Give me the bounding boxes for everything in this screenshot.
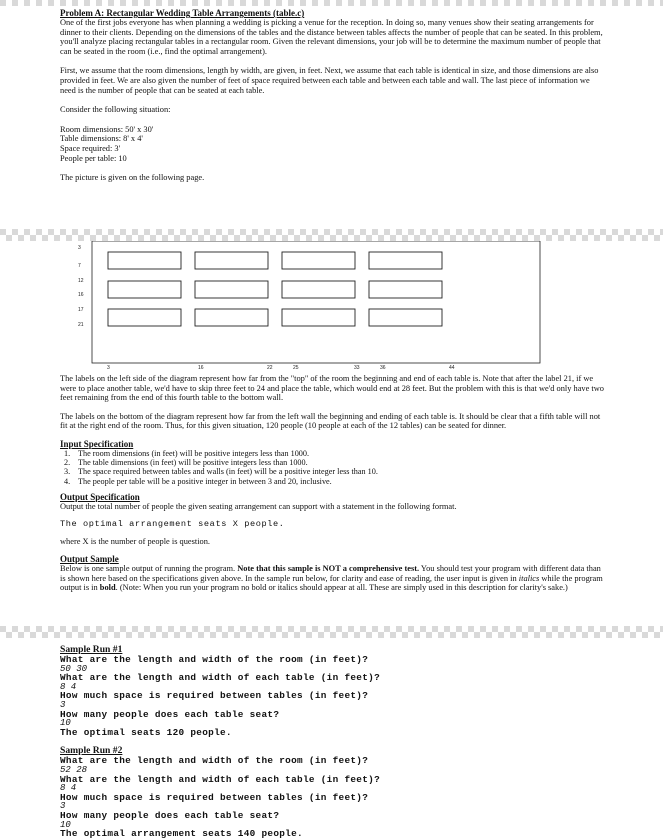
problem-title: Problem A: Rectangular Wedding Table Arrangements (table.c) [60, 8, 305, 18]
table-rect-r0c3 [369, 252, 442, 269]
prompt-line: What are the length and width of the room (in feet)? [60, 755, 369, 767]
user-input: 3 [60, 699, 66, 710]
sample-run-heading: Sample Run #1 [60, 644, 123, 655]
sample-run-1 [60, 645, 606, 737]
prompt-line: How much space is required between tables (in feet)? [60, 690, 369, 702]
output-format: The optimal arrangement seats X people. [60, 519, 285, 530]
checker-strip-2 [0, 626, 663, 638]
y-axis-labels [78, 245, 84, 328]
user-input: 3 [60, 801, 66, 812]
sample-run-heading: Sample Run #2 [60, 745, 123, 757]
user-input: 8 4 [60, 681, 77, 692]
situation-people: People per table: 10 [60, 153, 127, 163]
table-rect-r0c0 [108, 252, 181, 269]
y-label-21: 21 [78, 322, 84, 328]
page-three [0, 638, 663, 840]
page-one [0, 6, 663, 228]
prompt-line: How much space is required between tables (in feet)? [60, 791, 369, 803]
prompt-line: How many people does each table seat? [60, 809, 280, 821]
table-rect-r1c3 [369, 281, 442, 298]
list-item: 4. The people per table will be a positive integer in between 3 and 20, inclusive. [64, 476, 332, 486]
table-rect-r2c1 [195, 309, 268, 326]
table-rect-r0c2 [282, 252, 355, 269]
assumptions-paragraph: First, we assume that the room dimensions, length by width, are given, in feet. Next, we assume that each table is identical in size, and those dimensions are also provided in feet. We are also given the number of feet of space required between each table and between each table and wall. The last piece of information we need is the number of people that can be seated at each table. [60, 66, 599, 95]
x-label-3: 3 [107, 365, 110, 371]
x-label-16: 16 [198, 365, 204, 371]
situation-room: Room dimensions: 50' x 30' [60, 124, 154, 134]
sample-run-2 [60, 746, 606, 838]
list-item: 2. The table dimensions (in feet) will be positive integers less than 1000. [64, 458, 308, 468]
x-label-33: 33 [354, 365, 360, 371]
user-input: 10 [60, 819, 71, 830]
prompt-line: What are the length and width of each table (in feet)? [60, 672, 380, 684]
prompt-line: What are the length and width of each table (in feet)? [60, 773, 380, 785]
situation-table: Table dimensions: 8' x 4' [60, 134, 143, 144]
table-rect-r1c2 [282, 281, 355, 298]
prompt-line: How many people does each table seat? [60, 708, 280, 720]
diagram-tables [108, 252, 442, 326]
output-spec-text: Output the total number of people the given seating arrangement can support with a statement in the following format. [60, 501, 457, 511]
output-where: where X is the number of people is question. [60, 537, 211, 547]
room-outline [92, 241, 540, 363]
consider-text: Consider the following situation: [60, 105, 171, 115]
left-labels-explanation: The labels on the left side of the diagram represent how far from the "top" of the room the beginning and end of each table is. Note that after the label 21, if we were to place another table, we'd have to skip three feet to 24 and place the table, which would end at 28 feet. But the problem with this is that we'd only have two feet remaining from the end of this fourth table to the bottom wall. [60, 374, 604, 403]
room-diagram [0, 241, 663, 371]
table-rect-r2c0 [108, 309, 181, 326]
y-label-7: 7 [78, 263, 81, 269]
intro-paragraph: One of the first jobs everyone has when planning a wedding is picking a venue for the reception. In doing so, many venues show their seating arrangements for dinner to their clients. Depending on the dimensions of the tables and the distance between tables affects the number of people that can be seated. In this problem, you'll analyze placing rectangular tables in a rectangular room. Given the relevant dimensions, your job will be to determine the maximum number of people that can be seated in the room (i.e., find the optimal arrangement). [60, 18, 603, 56]
x-label-22: 22 [267, 365, 273, 371]
result-line: The optimal arrangement seats 140 people. [60, 828, 303, 840]
output-sample-text: Below is one sample output of running the program. Note that this sample is NOT a comprehensive test. You should test your program with different data than is shown here based on the specifications given above. In the sample run below, for clarity and ease of reading, the user input is given in italics while the program output is in bold. (Note: When you run your program no bold or italics should appear at all. These are simply used in this description for clarity's sake.) [60, 563, 603, 593]
list-item: 1. The room dimensions (in feet) will be positive integers less than 1000. [64, 448, 310, 458]
y-label-17: 17 [78, 307, 84, 313]
bottom-labels-explanation: The labels on the bottom of the diagram represent how far from the left wall the beginning and ending of each table is. It should be clear that a fifth table will not fit at the right end of the room. Thus, for this given situation, 120 people (10 people at each of the 12 tables) can be seated for dinner. [60, 411, 601, 431]
situation-space: Space required: 3' [60, 143, 121, 153]
prompt-line: What are the length and width of the room (in feet)? [60, 654, 369, 665]
x-axis-labels [107, 365, 455, 371]
y-label-12: 12 [78, 278, 84, 284]
y-label-3: 3 [78, 245, 81, 251]
table-rect-r1c1 [195, 281, 268, 298]
checker-strip-1 [0, 229, 663, 241]
input-spec-list [60, 449, 606, 486]
x-label-36: 36 [380, 365, 386, 371]
table-rect-r0c1 [195, 252, 268, 269]
output-spec-heading: Output Specification [60, 491, 140, 502]
situation-list [60, 125, 606, 163]
table-rect-r1c0 [108, 281, 181, 298]
x-label-25: 25 [293, 365, 299, 371]
x-label-44: 44 [449, 365, 455, 371]
list-item: 3. The space required between tables and walls (in feet) will be a positive integer less than 10. [64, 467, 378, 477]
result-line: The optimal seats 120 people. [60, 726, 232, 738]
input-spec-heading: Input Specification [60, 438, 134, 449]
y-label-16: 16 [78, 292, 84, 298]
picture-note: The picture is given on the following page. [60, 173, 205, 183]
user-input: 50 30 [60, 663, 88, 674]
output-sample-heading: Output Sample [60, 553, 119, 564]
page-two [0, 241, 663, 626]
table-rect-r2c3 [369, 309, 442, 326]
user-input: 8 4 [60, 783, 77, 794]
table-rect-r2c2 [282, 309, 355, 326]
user-input: 10 [60, 718, 71, 729]
user-input: 52 28 [60, 764, 88, 775]
